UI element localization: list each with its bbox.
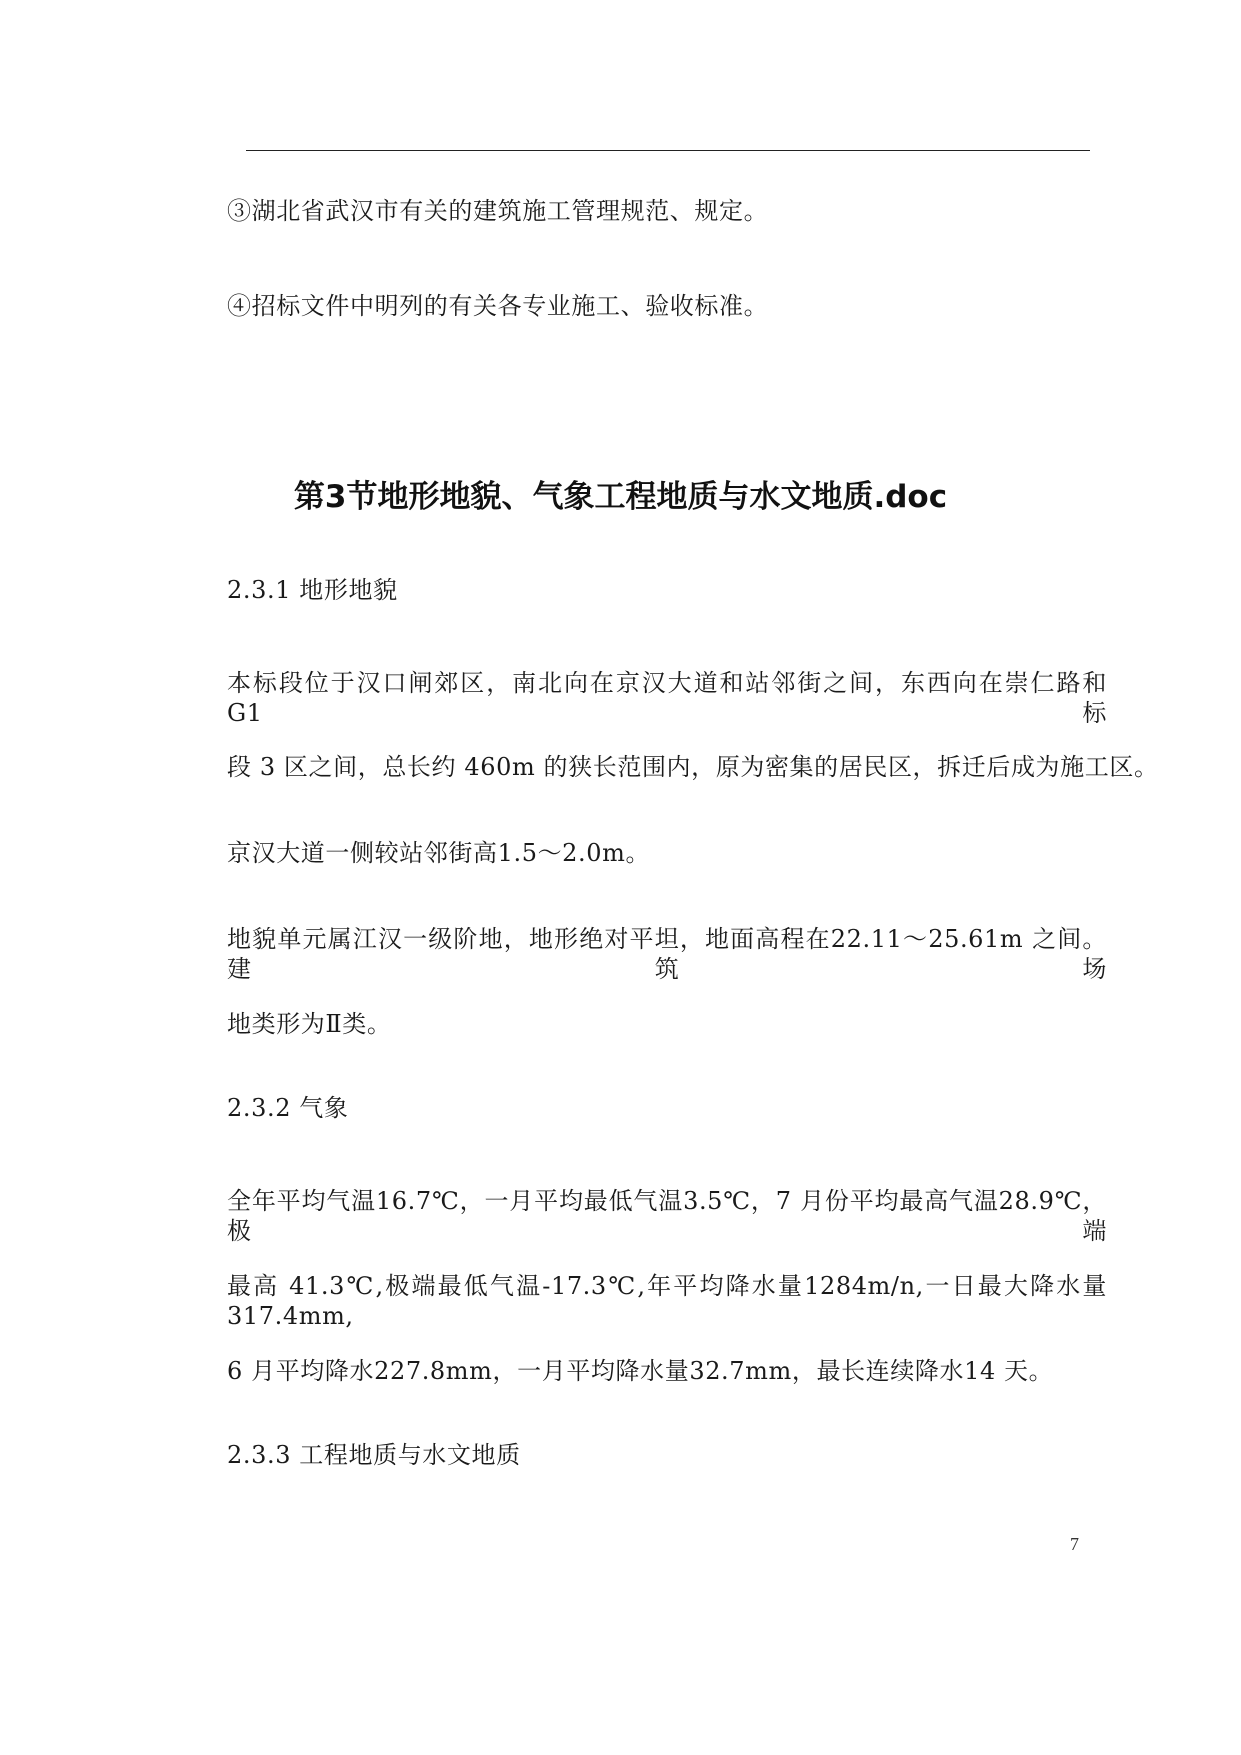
paragraph-line: 地貌单元属江汉一级阶地，地形绝对平坦，地面高程在22.11～25.61m 之间。建筑场 bbox=[227, 925, 1107, 983]
header-rule bbox=[246, 150, 1090, 151]
subsection-heading-topography: 2.3.1 地形地貌 bbox=[227, 576, 398, 604]
paragraph-line: 本标段位于汉口闸郊区，南北向在京汉大道和站邻街之间，东西向在崇仁路和 G1 标 bbox=[227, 669, 1107, 727]
page-number: 7 bbox=[1070, 1534, 1079, 1554]
paragraph-line: 全年平均气温16.7℃，一月平均最低气温3.5℃，7 月份平均最高气温28.9℃，极端 bbox=[227, 1187, 1107, 1245]
paragraph-line: 6 月平均降水227.8mm，一月平均降水量32.7mm，最长连续降水14 天。 bbox=[227, 1357, 1054, 1385]
paragraph-line: 段 3 区之间，总长约 460m 的狭长范围内，原为密集的居民区，拆迁后成为施工区。 bbox=[227, 753, 1159, 781]
reference-item-4: ④招标文件中明列的有关各专业施工、验收标准。 bbox=[227, 292, 769, 320]
subsection-heading-weather: 2.3.2 气象 bbox=[227, 1094, 349, 1122]
reference-item-3: ③湖北省武汉市有关的建筑施工管理规范、规定。 bbox=[227, 197, 769, 225]
subsection-heading-geology: 2.3.3 工程地质与水文地质 bbox=[227, 1441, 521, 1469]
paragraph-line: 最高 41.3℃,极端最低气温-17.3℃,年平均降水量1284m/n,一日最大降水量317.4mm, bbox=[227, 1272, 1107, 1330]
section-heading: 第3节地形地貌、气象工程地质与水文地质.doc bbox=[293, 479, 948, 515]
paragraph-line: 地类形为Ⅱ类。 bbox=[227, 1010, 392, 1038]
paragraph-line: 京汉大道一侧较站邻街高1.5～2.0m。 bbox=[227, 839, 651, 867]
